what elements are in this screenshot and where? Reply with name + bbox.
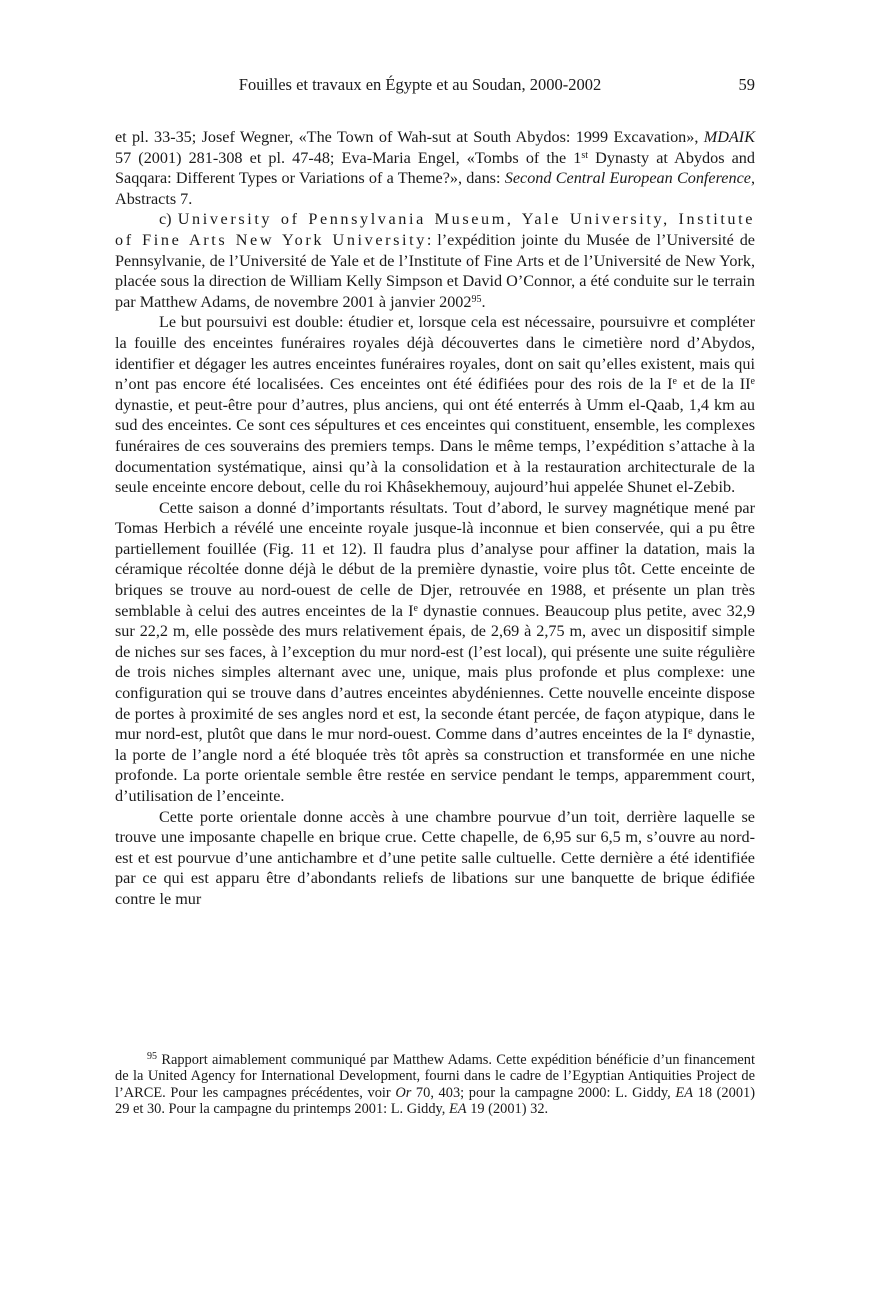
text-run: Le but poursuivi est double: étudier et, lorsque cela est nécessaire, poursuivre et compléter la fouille des enceintes funéraires royales déjà découvertes dans le cimetière nord d’Abydos, identifier et dégager les autres enceintes funéraires royales, dont on sait qu’elles existent, mais qui n’ont pas encore été localisées. Ces enceintes ont été édifiées pour des rois de la I — [115, 313, 755, 394]
text-run: 70, 403; pour la campagne 2000: L. Giddy, — [411, 1084, 676, 1101]
journal-title: MDAIK — [703, 128, 755, 146]
text-run: et pl. 33-35; Josef Wegner, «The Town of Wah-sut at South Abydos: 1999 Excavation», — [115, 128, 704, 146]
text-run: dynastie, et peut-être pour d’autres, plus anciens, qui ont été enterrés à Umm el-Qaab, 1,4 km au sud des enceintes. Ce sont ces sépultures et ces enceintes qui constituent, ensemble, les complexes funéraires de ces souverains des premiers temps. Dans le même temps, l’expédition s’attache à la documentation systématique, ainsi qu’à la consolidation et à la restauration architecturale de la seule enceinte encore debout, celle du roi Khâsekhemouy, aujourd’hui appelée Shunet el-Zebib. — [115, 395, 755, 497]
journal-abbrev: Or — [395, 1084, 412, 1101]
footnotes — [115, 1052, 755, 1118]
paragraph-section-c — [115, 209, 755, 312]
superscript: e — [688, 726, 693, 738]
text-run: Dynasty at Abydos and Saqqara: Different Types or Variations of a Theme?», dans: — [115, 148, 755, 188]
text-run: 18 (2001) 29 et 30. Pour la campagne du printemps 2001: L. Giddy, — [115, 1084, 756, 1118]
paragraph-continuation — [115, 127, 755, 209]
superscript: e — [672, 376, 677, 388]
paragraph-objectives — [115, 312, 755, 497]
journal-abbrev: EA — [675, 1084, 693, 1101]
text-run: , Abstracts 7. — [115, 169, 756, 208]
footnote-mark: 95 — [147, 1051, 157, 1062]
text-run: 19 (2001) 32. — [466, 1101, 549, 1118]
running-head — [115, 72, 755, 98]
text-run: 57 (2001) 281-308 et pl. 47-48; Eva-Maria Engel, «Tombs of the 1 — [115, 148, 582, 167]
text-run: : l’expédition jointe du Musée de l’Université de Pennsylvanie, de l’Université de Yale et de l’Institute of Fine Arts et de l’Université de New York, placée sous la direction de William Kelly Simpson et David O’Connor, a été conduite sur le terrain par Matthew Adams, de novembre 2001 à janvier 2002 — [115, 230, 755, 311]
journal-abbrev: EA — [449, 1101, 467, 1118]
text-run: Cette porte orientale donne accès à une chambre pourvue d’un toit, derrière laquelle se trouve une imposante chapelle en brique crue. Cette chapelle, de 6,95 sur 6,5 m, s’ouvre au nord-est et est pourvue d’une antichambre et d’une petite salle cultuelle. Cette dernière a été identifiée par ce qui est apparu être d’abondants reliefs de libations sur une banquette de brique édifiée contre le mur — [115, 807, 755, 908]
page-number: 59 — [738, 75, 755, 94]
text-run: et de la II — [676, 375, 751, 394]
text-run: c) — [159, 210, 178, 229]
paragraph-results — [115, 498, 755, 807]
text-run: . — [481, 292, 486, 311]
text-run: dynastie connues. Beaucoup plus petite, avec 32,9 sur 22,2 m, elle possède des murs relativement épais, de 2,69 à 2,75 m, avec un dispositif simple de niches sur ses faces, à l’exception du mur nord-est (l’est local), qui présente une suite régulière de trois niches simples alternant avec une, unique, mais plus profonde et plus complexe: une configuration qui se trouve dans d’autres enceintes abydéniennes. Cette nouvelle enceinte dispose de portes à proximité de ses angles nord et est, la seconde étant percée, de façon atypique, dans le mur nord-est, plutôt que dans le mur nord-ouest. Comme dans d’autres enceintes de la I — [115, 601, 755, 744]
paragraph-chapel — [115, 807, 755, 910]
running-title: Fouilles et travaux en Égypte et au Soudan, 2000-2002 — [238, 75, 602, 94]
footnote-reference: 95 — [471, 293, 482, 305]
text-run: Rapport aimablement communiqué par Matthew Adams. Cette expédition bénéficie d’un financement de la United Agency for International Development, fourni dans le cadre de l’Egyptian Antiquities Project de l’ARCE. Pour les campagnes précédentes, voir — [115, 1052, 755, 1101]
footnote-95 — [115, 1052, 755, 1118]
superscript: st — [581, 149, 589, 161]
body-text — [115, 127, 755, 910]
page-content — [115, 72, 755, 910]
superscript: e — [413, 602, 418, 614]
superscript: e — [750, 376, 755, 388]
conference-title: Second Central European Conference — [504, 169, 751, 188]
text-run: dynastie, la porte de l’angle nord a été bloquée très tôt après sa construction et transformée en une niche profonde. La porte orientale semble être restée en service pendant le temps, apparemment court, d’utilisation de l’enceinte. — [115, 725, 755, 805]
institution-names: University of Pennsylvania Museum, Yale University, Institute of Fine Arts New York University — [115, 210, 756, 249]
text-run: Cette saison a donné d’importants résultats. Tout d’abord, le survey magnétique mené par Tomas Herbich a révélé une enceinte royale jusque-là inconnue et bien conservée, qui a pu être partiellement fouillée (Fig. 11 et 12). Il faudra plus d’analyse pour affiner la datation, mais la céramique récoltée donne déjà le début de la première dynastie, voire plus tôt. Cette enceinte de briques se trouve au nord-ouest de celle de Djer, retrouvée en 1988, et présente un plan très semblable à celui des autres enceintes de la I — [115, 498, 755, 620]
